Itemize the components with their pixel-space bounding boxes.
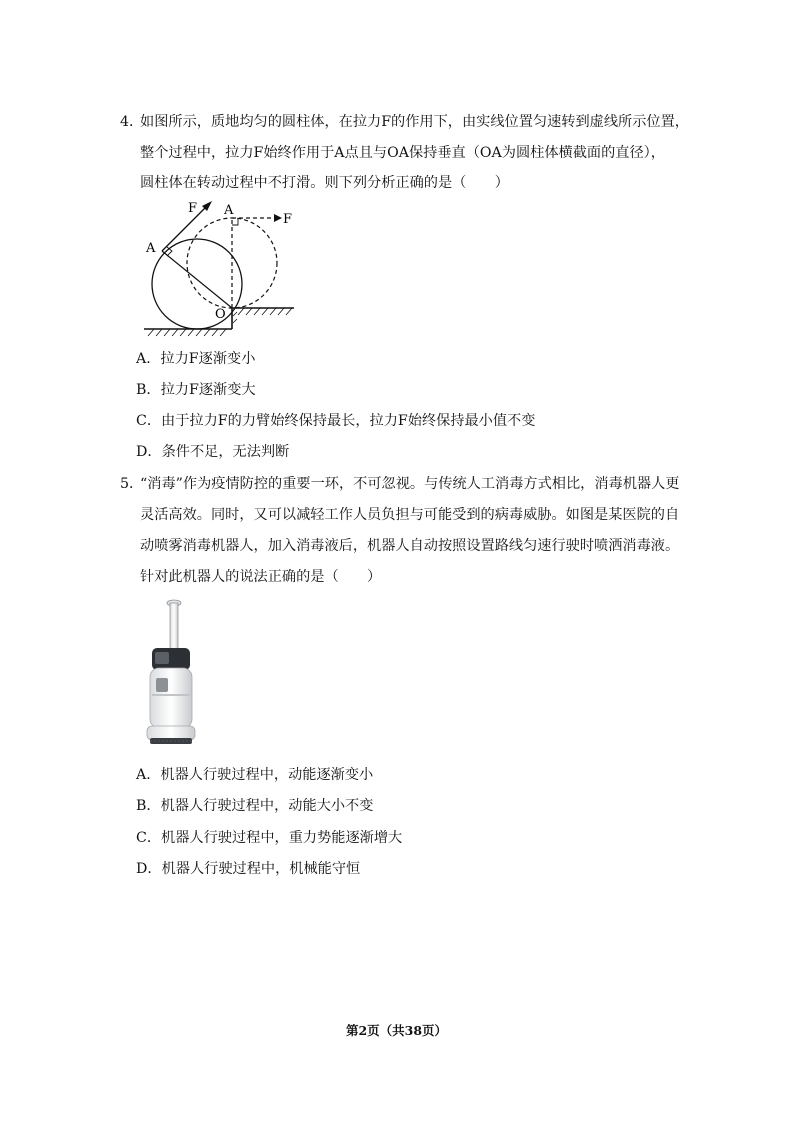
question-text-line: 针对此机器人的说法正确的是（ ） — [140, 569, 382, 585]
ground-hatching — [148, 329, 226, 336]
option-a: A．机器人行驶过程中，动能逐渐变小 — [136, 767, 374, 783]
question-text-line: 如图所示，质地均匀的圆柱体，在拉力F的作用下，由实线位置匀速转到虚线所示位置， — [140, 114, 689, 130]
option-b: B．拉力F逐渐变大 — [136, 382, 256, 398]
question-text-line: “消毒”作为疫情防控的重要一环，不可忽视。与传统人工消毒方式相比，消毒机器人更 — [140, 476, 680, 492]
page-footer: 第2页（共38页） — [345, 1023, 448, 1038]
label-force-1: F — [188, 201, 198, 216]
question-text-line: 灵活高效。同时，又可以减轻工作人员负担与可能受到的病毒威胁。如图是某医院的自 — [140, 507, 680, 523]
option-b: B．机器人行驶过程中，动能大小不变 — [136, 798, 374, 814]
option-c: C．由于拉力F的力臂始终保持最长，拉力F始终保持最小值不变 — [136, 413, 536, 429]
cylinder-lever-diagram — [140, 196, 300, 344]
right-angle-mark — [232, 218, 238, 225]
step-hatching — [233, 308, 292, 323]
question-number: 5． — [120, 476, 144, 492]
label-point-a-1: A — [146, 241, 156, 256]
option-a: A．拉力F逐渐变小 — [136, 351, 256, 367]
question-text-line: 整个过程中，拉力F始终作用于A点且与OA保持垂直（OA为圆柱体横截面的直径）， — [140, 145, 665, 161]
solid-cylinder — [152, 239, 242, 329]
force-arrow-1 — [162, 206, 207, 251]
label-point-a-2: A — [224, 203, 234, 218]
question-number: 4． — [120, 114, 144, 130]
diameter-oa-solid — [162, 251, 232, 308]
arrowhead-icon — [274, 214, 282, 222]
option-c: C．机器人行驶过程中，重力势能逐渐增大 — [136, 830, 403, 846]
label-point-o: O — [215, 307, 226, 322]
question-text-line: 圆柱体在转动过程中不打滑。则下列分析正确的是（ ） — [140, 175, 509, 191]
label-force-2: F — [283, 212, 293, 227]
disinfection-robot-image — [138, 598, 204, 750]
question-text-line: 动喷雾消毒机器人，加入消毒液后，机器人自动按照设置路线匀速行驶时喷洒消毒液。 — [140, 538, 680, 554]
option-d: D．机器人行驶过程中，机械能守恒 — [136, 861, 361, 877]
option-d: D．条件不足，无法判断 — [136, 444, 290, 460]
